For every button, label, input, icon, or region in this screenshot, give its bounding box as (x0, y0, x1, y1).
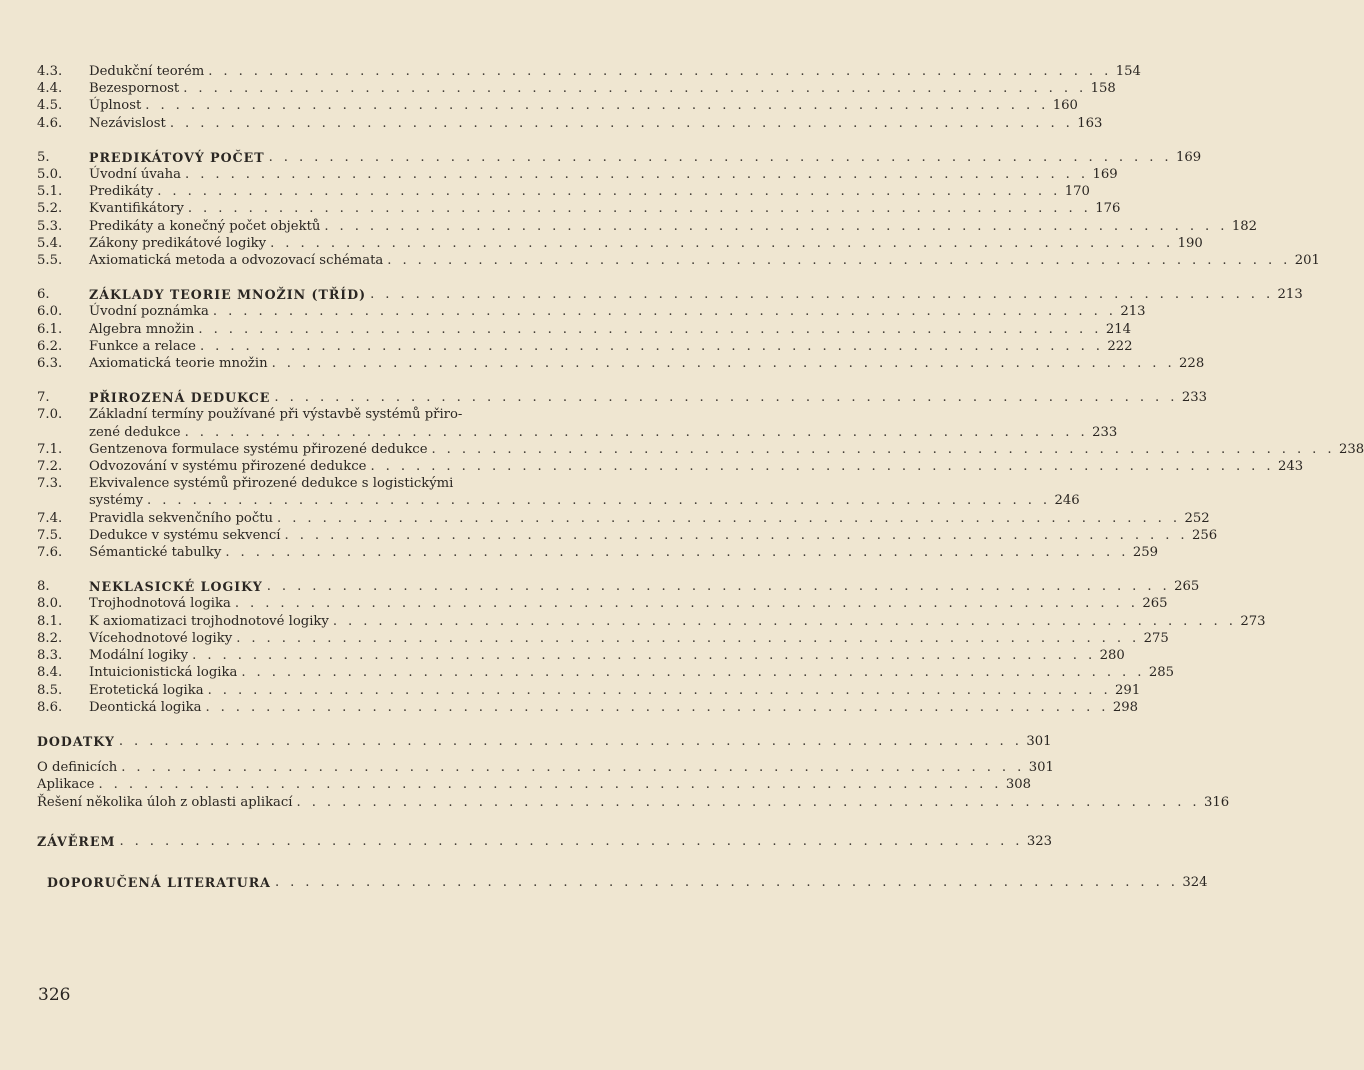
toc-entry (37, 200, 1121, 217)
dot-leader: . . . . . . . . . . . . . . . . . . . . . . . . . . . . . . . . . . . . . . . . . . . . . . . . . . . . . . . . . . . . (266, 579, 1171, 595)
entry-number: 8.6. (37, 699, 63, 715)
entry-page: 182 (1231, 218, 1257, 234)
dot-leader: . . . . . . . . . . . . . . . . . . . . . . . . . . . . . . . . . . . . . . . . . . . . . . . . . . . . . . . . . . . . (236, 630, 1140, 646)
chapter-title: NEKLASICKÉ LOGIKY (89, 579, 263, 595)
entry-number: 5.1. (37, 184, 63, 200)
entry-page: 256 (1191, 527, 1218, 543)
chapter-page: 233 (1181, 390, 1208, 406)
entry-page: 273 (1240, 613, 1266, 629)
toc-entry (37, 166, 1118, 183)
entry-page: 176 (1095, 201, 1121, 217)
entry-number: 5.2. (37, 201, 63, 217)
entry-page: 154 (1115, 64, 1141, 79)
literature-page: 324 (1182, 874, 1208, 890)
entry-number: 5.5. (37, 253, 63, 269)
chapter-number: 7. (37, 390, 50, 406)
entry-title: Erotetická logika (89, 682, 204, 698)
entry-title: Dedukce v systému sekvencí (89, 527, 281, 543)
chapter-number: 6. (37, 287, 50, 303)
dot-leader: . . . . . . . . . . . . . . . . . . . . . . . . . . . . . . . . . . . . . . . . . . . . . . . . . . . . . . . . . . . . (145, 98, 1049, 114)
entry-number: 6.1. (37, 321, 63, 337)
entry-page: 213 (1120, 304, 1146, 320)
entry-title: Kvantifikátory (89, 201, 184, 217)
literature-heading (37, 874, 1208, 891)
toc-entry (37, 613, 1266, 630)
entry-page: 160 (1052, 98, 1078, 114)
entry-number: 7.6. (37, 545, 63, 561)
toc-entry (37, 321, 1132, 338)
entry-number: 5.3. (37, 218, 63, 234)
entry-title: Gentzenova formulace systému přirozené dedukce (89, 441, 428, 457)
dot-leader: . . . . . . . . . . . . . . . . . . . . . . . . . . . . . . . . . . . . . . . . . . . . . . . . . . . . . . . . . . . . (208, 64, 1112, 79)
chapter-title: ZÁKLADY TEORIE MNOŽIN (TŘÍD) (89, 287, 367, 303)
conclusion-title: ZÁVĚREM (37, 833, 116, 849)
appendix-title: DODATKY (37, 733, 115, 749)
toc-entry-line2 (37, 492, 1080, 509)
dot-leader: . . . . . . . . . . . . . . . . . . . . . . . . . . . . . . . . . . . . . . . . . . . . . . . . . . . . . . . . . . . . (332, 613, 1237, 629)
toc-entry (37, 527, 1218, 544)
entry-number: 4.6. (37, 115, 63, 131)
entry-number: 6.0. (37, 304, 63, 320)
entry-number: 8.3. (37, 648, 63, 664)
entry-title: Úplnost (89, 98, 142, 114)
entry-number: 8.5. (37, 682, 63, 698)
dot-leader: . . . . . . . . . . . . . . . . . . . . . . . . . . . . . . . . . . . . . . . . . . . . . . . . . . . . . . . . . . . . (157, 184, 1061, 200)
entry-title: Algebra množin (89, 321, 195, 337)
entry-title: Ekvivalence systémů přirozené dedukce s logistickými (89, 476, 454, 492)
appendix-page: 301 (1026, 733, 1052, 749)
chapter-title: PREDIKÁTOVÝ POČET (89, 149, 265, 165)
chapter-page: 169 (1176, 149, 1202, 165)
entry-title: Aplikace (37, 777, 95, 793)
entry-page: 291 (1115, 682, 1141, 698)
entry-page: 298 (1112, 699, 1139, 715)
dot-leader: . . . . . . . . . . . . . . . . . . . . . . . . . . . . . . . . . . . . . . . . . . . . . . . . . . . . . . . . . . . . (274, 874, 1179, 890)
entry-title: Funkce a relace (89, 338, 196, 354)
dot-leader: . . . . . . . . . . . . . . . . . . . . . . . . . . . . . . . . . . . . . . . . . . . . . . . . . . . . . . . . . . . . (185, 167, 1089, 183)
toc-entry (37, 664, 1174, 681)
chapter-heading (37, 389, 1208, 406)
conclusion-page: 323 (1026, 833, 1053, 849)
chapter-title: PŘIROZENÁ DEDUKCE (89, 390, 271, 406)
dot-leader: . . . . . . . . . . . . . . . . . . . . . . . . . . . . . . . . . . . . . . . . . . . . . . . . . . . . . . . . . . . . (169, 115, 1074, 131)
chapter-number: 5. (37, 149, 50, 165)
entry-page: 201 (1294, 253, 1320, 269)
entry-number: 5.0. (37, 167, 63, 183)
entry-number: 7.3. (37, 476, 63, 492)
toc-entry (37, 544, 1158, 561)
dot-leader: . . . . . . . . . . . . . . . . . . . . . . . . . . . . . . . . . . . . . . . . . . . . . . . . . . . . . . . . . . . . (225, 545, 1129, 561)
dot-leader: . . . . . . . . . . . . . . . . . . . . . . . . . . . . . . . . . . . . . . . . . . . . . . . . . . . . . . . . . . . . (212, 304, 1117, 320)
entry-page: 169 (1092, 167, 1118, 183)
dot-leader: . . . . . . . . . . . . . . . . . . . . . . . . . . . . . . . . . . . . . . . . . . . . . . . . . . . . . . . . . . . . (207, 682, 1112, 698)
dot-leader: . . . . . . . . . . . . . . . . . . . . . . . . . . . . . . . . . . . . . . . . . . . . . . . . . . . . . . . . . . . . (187, 201, 1092, 217)
dot-leader: . . . . . . . . . . . . . . . . . . . . . . . . . . . . . . . . . . . . . . . . . . . . . . . . . . . . . . . . . . . . (370, 459, 1274, 475)
toc-entry (37, 218, 1257, 235)
dot-leader: . . . . . . . . . . . . . . . . . . . . . . . . . . . . . . . . . . . . . . . . . . . . . . . . . . . . . . . . . . . . (118, 733, 1023, 749)
entry-number: 4.3. (37, 64, 63, 79)
toc-entry-line2 (37, 424, 1118, 441)
section-4-entries (37, 63, 1141, 132)
appendix-entry (37, 759, 1054, 776)
entry-title: Modální logiky (89, 648, 189, 664)
dot-leader: . . . . . . . . . . . . . . . . . . . . . . . . . . . . . . . . . . . . . . . . . . . . . . . . . . . . . . . . . . . . (183, 81, 1087, 97)
toc-entry (37, 458, 1304, 475)
entry-title: Bezespornost (89, 81, 180, 97)
toc-entry-line1 (37, 475, 557, 492)
dot-leader: . . . . . . . . . . . . . . . . . . . . . . . . . . . . . . . . . . . . . . . . . . . . . . . . . . . . . . . . . . . . (277, 510, 1181, 526)
entry-page: 246 (1054, 493, 1080, 509)
entry-page: 265 (1142, 596, 1168, 612)
dot-leader: . . . . . . . . . . . . . . . . . . . . . . . . . . . . . . . . . . . . . . . . . . . . . . . . . . . . . . . . . . . . (192, 648, 1096, 664)
dot-leader: . . . . . . . . . . . . . . . . . . . . . . . . . . . . . . . . . . . . . . . . . . . . . . . . . . . . . . . . . . . . (198, 321, 1102, 337)
entry-page: 228 (1179, 356, 1205, 372)
chapter-heading (37, 149, 1202, 166)
toc-entry (37, 338, 1133, 355)
entry-page: 214 (1105, 321, 1132, 337)
dot-leader: . . . . . . . . . . . . . . . . . . . . . . . . . . . . . . . . . . . . . . . . . . . . . . . . . . . . . . . . . . . . (121, 760, 1025, 776)
toc-entry (37, 80, 1116, 97)
entry-title: Pravidla sekvenčního počtu (89, 510, 274, 526)
dot-leader: . . . . . . . . . . . . . . . . . . . . . . . . . . . . . . . . . . . . . . . . . . . . . . . . . . . . . . . . . . . . (270, 235, 1174, 251)
entry-number: 6.2. (37, 338, 63, 354)
dot-leader: . . . . . . . . . . . . . . . . . . . . . . . . . . . . . . . . . . . . . . . . . . . . . . . . . . . . . . . . . . . . (199, 338, 1104, 354)
entry-page: 275 (1143, 630, 1169, 646)
dot-leader: . . . . . . . . . . . . . . . . . . . . . . . . . . . . . . . . . . . . . . . . . . . . . . . . . . . . . . . . . . . . (147, 493, 1051, 509)
entry-page: 280 (1099, 648, 1125, 664)
toc-entry (37, 303, 1146, 320)
entry-title: Axiomatická teorie množin (89, 356, 268, 372)
toc-entry (37, 682, 1141, 699)
entry-page: 308 (1005, 777, 1032, 793)
entry-number: 4.5. (37, 98, 63, 114)
appendix-heading (37, 733, 1052, 750)
dot-leader: . . . . . . . . . . . . . . . . . . . . . . . . . . . . . . . . . . . . . . . . . . . . . . . . . . . . . . . . . . . . (271, 356, 1176, 372)
entry-number: 7.4. (37, 510, 63, 526)
entry-number: 8.1. (37, 613, 63, 629)
toc-entry-line1 (37, 406, 557, 423)
entry-number: 7.5. (37, 527, 63, 543)
entry-page: 233 (1092, 424, 1118, 440)
toc-entry (37, 510, 1210, 527)
page-number: 326 (38, 985, 71, 1005)
dot-leader: . . . . . . . . . . . . . . . . . . . . . . . . . . . . . . . . . . . . . . . . . . . . . . . . . . . . . . . . . . . . (296, 794, 1200, 810)
entry-title: Řešení několika úloh z oblasti aplikací (37, 794, 293, 810)
entry-number: 7.2. (37, 459, 63, 475)
entry-title: Intuicionistická logika (89, 665, 238, 681)
entry-title: O definicích (37, 760, 118, 776)
dot-leader: . . . . . . . . . . . . . . . . . . . . . . . . . . . . . . . . . . . . . . . . . . . . . . . . . . . . . . . . . . . . (268, 149, 1173, 165)
dot-leader: . . . . . . . . . . . . . . . . . . . . . . . . . . . . . . . . . . . . . . . . . . . . . . . . . . . . . . . . . . . . (205, 699, 1109, 715)
entry-page: 158 (1090, 81, 1116, 97)
table-of-contents (37, 63, 1364, 891)
dot-leader: . . . . . . . . . . . . . . . . . . . . . . . . . . . . . . . . . . . . . . . . . . . . . . . . . . . . . . . . . . . . (241, 665, 1145, 681)
dot-leader: . . . . . . . . . . . . . . . . . . . . . . . . . . . . . . . . . . . . . . . . . . . . . . . . . . . . . . . . . . . . (234, 596, 1139, 612)
entry-page: 259 (1132, 545, 1158, 561)
entry-title: Predikáty (89, 184, 154, 200)
dot-leader: . . . . . . . . . . . . . . . . . . . . . . . . . . . . . . . . . . . . . . . . . . . . . . . . . . . . . . . . . . . . (387, 253, 1291, 269)
entry-title-continued: zené dedukce (89, 424, 181, 440)
entry-title: Trojhodnotová logika (89, 596, 231, 612)
entry-title: Nezávislost (89, 115, 166, 131)
entry-page: 222 (1107, 338, 1133, 354)
entry-number: 4.4. (37, 81, 63, 97)
entry-title-continued: systémy (89, 493, 144, 509)
entry-page: 252 (1184, 510, 1210, 526)
toc-entry (37, 647, 1125, 664)
chapter-heading (37, 286, 1303, 303)
dot-leader: . . . . . . . . . . . . . . . . . . . . . . . . . . . . . . . . . . . . . . . . . . . . . . . . . . . . . . . . . . . . (284, 527, 1188, 543)
entry-title: Sémantické tabulky (89, 545, 222, 561)
toc-entry (37, 97, 1078, 114)
toc-entry (37, 630, 1169, 647)
entry-title: Dedukční teorém (89, 64, 205, 79)
toc-entry (37, 183, 1090, 200)
entry-page: 238 (1338, 441, 1364, 457)
entry-page: 170 (1064, 184, 1090, 200)
entry-title: Úvodní úvaha (89, 167, 182, 183)
dot-leader: . . . . . . . . . . . . . . . . . . . . . . . . . . . . . . . . . . . . . . . . . . . . . . . . . . . . . . . . . . . . (431, 441, 1335, 457)
entry-page: 316 (1203, 794, 1230, 810)
entry-number: 8.0. (37, 596, 63, 612)
entry-title: Úvodní poznámka (89, 304, 209, 320)
entry-title: Odvozování v systému přirozené dedukce (89, 459, 367, 475)
chapter-page: 265 (1174, 579, 1200, 595)
toc-entry (37, 355, 1205, 372)
dot-leader: . . . . . . . . . . . . . . . . . . . . . . . . . . . . . . . . . . . . . . . . . . . . . . . . . . . . . . . . . . . . (324, 218, 1228, 234)
dot-leader: . . . . . . . . . . . . . . . . . . . . . . . . . . . . . . . . . . . . . . . . . . . . . . . . . . . . . . . . . . . . (370, 287, 1274, 303)
chapter-page: 213 (1277, 287, 1303, 303)
toc-entry (37, 699, 1139, 716)
entry-title: K axiomatizaci trojhodnotové logiky (89, 613, 329, 629)
appendix-entry (37, 776, 1032, 793)
entry-title: Deontická logika (89, 699, 202, 715)
appendix-entry (37, 794, 1230, 811)
entry-number: 6.3. (37, 356, 63, 372)
dot-leader: . . . . . . . . . . . . . . . . . . . . . . . . . . . . . . . . . . . . . . . . . . . . . . . . . . . . . . . . . . . . (119, 833, 1023, 849)
toc-entry (37, 63, 1141, 80)
toc-entry (37, 252, 1320, 269)
toc-entry (37, 595, 1168, 612)
toc-entry (37, 441, 1364, 458)
dot-leader: . . . . . . . . . . . . . . . . . . . . . . . . . . . . . . . . . . . . . . . . . . . . . . . . . . . . . . . . . . . . (98, 777, 1002, 793)
entry-page: 163 (1077, 115, 1103, 131)
chapter-number: 8. (37, 579, 50, 595)
entry-title: Axiomatická metoda a odvozovací schémata (89, 253, 384, 269)
dot-leader: . . . . . . . . . . . . . . . . . . . . . . . . . . . . . . . . . . . . . . . . . . . . . . . . . . . . . . . . . . . . (184, 424, 1089, 440)
entry-number: 7.0. (37, 407, 63, 423)
entry-page: 190 (1177, 235, 1203, 251)
entry-number: 5.4. (37, 235, 63, 251)
entry-title: Zákony predikátové logiky (89, 235, 267, 251)
entry-page: 285 (1148, 665, 1174, 681)
conclusion-heading (37, 833, 1053, 850)
entry-page: 301 (1028, 760, 1054, 776)
entry-page: 243 (1277, 459, 1304, 475)
entry-title: Vícehodnotové logiky (89, 630, 233, 646)
toc-entry (37, 115, 1103, 132)
entry-number: 8.4. (37, 665, 63, 681)
toc-entry (37, 235, 1203, 252)
chapter-heading (37, 578, 1200, 595)
entry-number: 7.1. (37, 441, 63, 457)
entry-title: Predikáty a konečný počet objektů (89, 218, 321, 234)
entry-title: Základní termíny používané při výstavbě systémů přiro- (89, 407, 463, 423)
dot-leader: . . . . . . . . . . . . . . . . . . . . . . . . . . . . . . . . . . . . . . . . . . . . . . . . . . . . . . . . . . . . (274, 390, 1178, 406)
entry-number: 8.2. (37, 630, 63, 646)
literature-title: DOPORUČENÁ LITERATURA (47, 874, 271, 890)
